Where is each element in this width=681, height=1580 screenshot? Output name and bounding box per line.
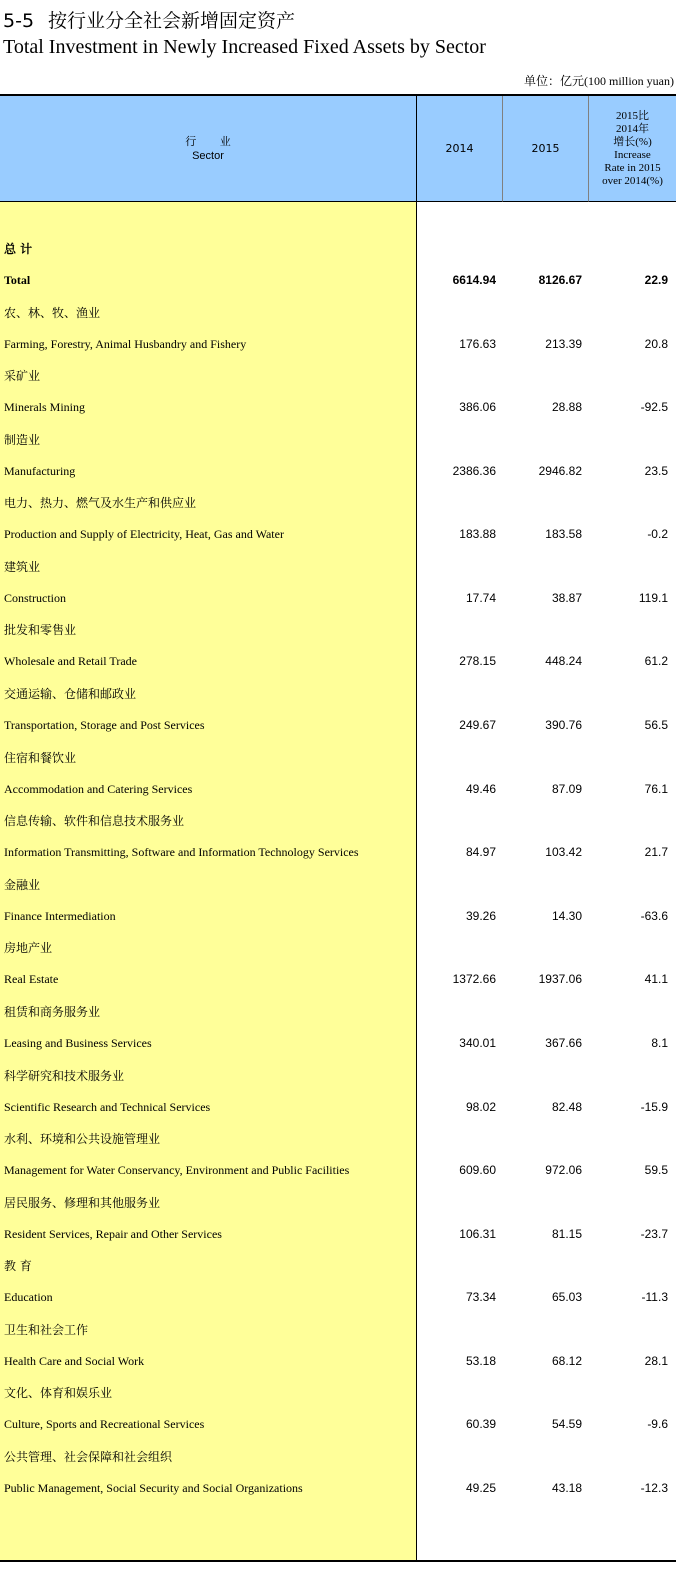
sector-name-cn: 住宿和餐饮业 (4, 751, 77, 765)
value-2015: 2946.82 (538, 464, 582, 478)
header-sector (0, 96, 417, 202)
sector-name-en: Manufacturing (4, 464, 76, 478)
value-2015: 1937.06 (538, 972, 582, 986)
value-2015: 213.39 (545, 337, 582, 351)
value-2015: 972.06 (545, 1163, 582, 1177)
increase-rate: -12.3 (640, 1481, 668, 1495)
increase-rate: 22.9 (644, 273, 668, 287)
sector-name-cn: 租赁和商务服务业 (4, 1005, 101, 1019)
header-rate-line: Increase (614, 148, 651, 161)
increase-rate: 21.7 (644, 845, 668, 859)
table-row-cn (0, 1446, 676, 1466)
sector-name-en: Transportation, Storage and Post Services (4, 718, 205, 732)
value-2014: 106.31 (459, 1227, 496, 1241)
table-row-cn (0, 429, 676, 449)
value-2014: 176.63 (459, 337, 496, 351)
value-2014: 73.34 (465, 1290, 496, 1304)
table-row-cn (0, 1128, 676, 1148)
page-title-en: Total Investment in Newly Increased Fixed Assets by Sector (3, 36, 486, 58)
sector-name-en: Farming, Forestry, Animal Husbandry and Fishery (4, 337, 247, 351)
header-rate-line: Rate in 2015 (604, 161, 661, 174)
table-row (0, 589, 676, 609)
sector-name-cn: 批发和零售业 (4, 623, 77, 637)
header-sector-cn: 行 业 (185, 134, 241, 148)
sector-name-en: Education (4, 1290, 53, 1304)
sector-name-en: Real Estate (4, 972, 59, 986)
value-2015: 183.58 (545, 527, 582, 541)
page-title-cn (3, 6, 295, 33)
sector-name-cn: 建筑业 (4, 560, 41, 574)
table-row (0, 1161, 676, 1181)
title-cn-text: 按行业分全社会新增固定资产 (48, 10, 296, 32)
value-2015: 8126.67 (538, 273, 582, 287)
value-2015: 54.59 (551, 1417, 582, 1431)
increase-rate: 8.1 (651, 1036, 668, 1050)
table-row-cn (0, 1001, 676, 1021)
sector-name-cn: 电力、热力、燃气及水生产和供应业 (4, 496, 197, 510)
table-row-cn (0, 238, 676, 258)
table-row-cn (0, 810, 676, 830)
sector-name-cn: 文化、体育和娱乐业 (4, 1386, 113, 1400)
table-row-cn (0, 1192, 676, 1212)
header-2014-label: 2014 (445, 141, 474, 155)
table-row (0, 780, 676, 800)
table-row (0, 398, 676, 418)
value-2014: 17.74 (465, 591, 496, 605)
table-row (0, 907, 676, 927)
table-row (0, 652, 676, 672)
header-sector-en: Sector (192, 149, 224, 162)
unit-label: 单位：亿元(100 million yuan) (524, 74, 674, 88)
table-number: 5-5 (3, 10, 35, 32)
sector-name-cn: 采矿业 (4, 369, 41, 383)
value-2014: 386.06 (459, 400, 496, 414)
value-2014: 2386.36 (452, 464, 496, 478)
table-row-cn (0, 1382, 676, 1402)
table-row (0, 1034, 676, 1054)
sector-name-en: Scientific Research and Technical Services (4, 1100, 211, 1114)
sector-name-en: Finance Intermediation (4, 909, 116, 923)
table-row-cn (0, 683, 676, 703)
sector-name-en: Wholesale and Retail Trade (4, 654, 137, 668)
header-rate-line: 2014年 (616, 122, 649, 135)
header-2014 (417, 96, 503, 202)
sector-name-cn: 交通运输、仓储和邮政业 (4, 687, 137, 701)
table-row-cn (0, 619, 676, 639)
increase-rate: 59.5 (644, 1163, 668, 1177)
table-row-cn (0, 302, 676, 322)
sector-name-en: Information Transmitting, Software and Information Technology Services (4, 845, 359, 859)
table-row (0, 462, 676, 482)
increase-rate: -23.7 (640, 1227, 668, 1241)
value-2014: 49.25 (465, 1481, 496, 1495)
table-row (0, 1098, 676, 1118)
header-2015 (503, 96, 589, 202)
value-2015: 81.15 (551, 1227, 582, 1241)
sector-name-cn: 科学研究和技术服务业 (4, 1069, 125, 1083)
sector-name-cn: 教 育 (4, 1259, 32, 1273)
increase-rate: -63.6 (640, 909, 668, 923)
value-2014: 183.88 (459, 527, 496, 541)
table-row (0, 716, 676, 736)
sector-name-en: Accommodation and Catering Services (4, 782, 193, 796)
sector-name-en: Management for Water Conservancy, Environment and Public Facilities (4, 1163, 350, 1177)
increase-rate: 61.2 (644, 654, 668, 668)
header-rate (589, 96, 676, 202)
increase-rate: 23.5 (644, 464, 668, 478)
increase-rate: 76.1 (644, 782, 668, 796)
sector-name-en: Culture, Sports and Recreational Services (4, 1417, 205, 1431)
value-2014: 53.18 (465, 1354, 496, 1368)
sector-name-cn: 公共管理、社会保障和社会组织 (4, 1450, 173, 1464)
value-2014: 60.39 (465, 1417, 496, 1431)
table-row-cn (0, 1065, 676, 1085)
table-row (0, 335, 676, 355)
sector-name-en: Construction (4, 591, 66, 605)
table-row-cn (0, 1255, 676, 1275)
value-2015: 65.03 (551, 1290, 582, 1304)
value-2015: 38.87 (551, 591, 582, 605)
table-row (0, 1288, 676, 1308)
sector-name-cn: 房地产业 (4, 941, 53, 955)
value-2015: 390.76 (545, 718, 582, 732)
value-2015: 82.48 (551, 1100, 582, 1114)
value-2015: 367.66 (545, 1036, 582, 1050)
value-2015: 87.09 (551, 782, 582, 796)
header-rate-line: 增长(%) (613, 135, 652, 148)
value-2014: 49.46 (465, 782, 496, 796)
value-2014: 278.15 (459, 654, 496, 668)
sector-name-cn: 居民服务、修理和其他服务业 (4, 1196, 161, 1210)
table-row-cn (0, 365, 676, 385)
value-2014: 249.67 (459, 718, 496, 732)
table-row-cn (0, 1319, 676, 1339)
value-2015: 28.88 (551, 400, 582, 414)
sector-name-cn: 总 计 (4, 242, 33, 256)
sector-name-cn: 信息传输、软件和信息技术服务业 (4, 814, 185, 828)
value-2014: 84.97 (465, 845, 496, 859)
sector-name-cn: 水利、环境和公共设施管理业 (4, 1132, 161, 1146)
sector-name-en: Public Management, Social Security and Social Organizations (4, 1481, 303, 1495)
table-row (0, 1479, 676, 1499)
sector-name-en: Production and Supply of Electricity, Heat, Gas and Water (4, 527, 284, 541)
increase-rate: 20.8 (644, 337, 668, 351)
sector-name-en: Leasing and Business Services (4, 1036, 152, 1050)
table-row (0, 843, 676, 863)
value-2015: 68.12 (551, 1354, 582, 1368)
sector-name-en: Total (4, 273, 31, 287)
value-2015: 448.24 (545, 654, 582, 668)
increase-rate: 28.1 (644, 1354, 668, 1368)
increase-rate: -9.6 (647, 1417, 668, 1431)
increase-rate: -0.2 (647, 527, 668, 541)
table-row (0, 271, 676, 291)
increase-rate: 56.5 (644, 718, 668, 732)
value-2014: 98.02 (465, 1100, 496, 1114)
table-bottom-rule (0, 1560, 676, 1562)
value-2014: 6614.94 (452, 273, 496, 287)
value-2014: 340.01 (459, 1036, 496, 1050)
increase-rate: 41.1 (644, 972, 668, 986)
value-2015: 103.42 (545, 845, 582, 859)
table-row (0, 1225, 676, 1245)
table-row (0, 1352, 676, 1372)
header-2015-label: 2015 (531, 141, 560, 155)
table-row-cn (0, 747, 676, 767)
value-2015: 14.30 (551, 909, 582, 923)
sector-name-en: Minerals Mining (4, 400, 85, 414)
table-row-cn (0, 492, 676, 512)
sector-name-cn: 农、林、牧、渔业 (4, 306, 101, 320)
header-rate-line: over 2014(%) (602, 174, 663, 187)
header-rate-line: 2015比 (616, 109, 649, 122)
sector-name-en: Health Care and Social Work (4, 1354, 145, 1368)
sector-name-cn: 卫生和社会工作 (4, 1323, 89, 1337)
sector-name-cn: 制造业 (4, 433, 41, 447)
value-2014: 1372.66 (452, 972, 496, 986)
increase-rate: 119.1 (638, 591, 668, 605)
table-row-cn (0, 556, 676, 576)
sector-name-en: Resident Services, Repair and Other Services (4, 1227, 222, 1241)
table-row (0, 1415, 676, 1435)
increase-rate: -11.3 (641, 1290, 668, 1304)
value-2015: 43.18 (551, 1481, 582, 1495)
value-2014: 609.60 (459, 1163, 496, 1177)
sector-name-cn: 金融业 (4, 878, 41, 892)
increase-rate: -92.5 (640, 400, 668, 414)
increase-rate: -15.9 (640, 1100, 668, 1114)
value-2014: 39.26 (465, 909, 496, 923)
table-row-cn (0, 937, 676, 957)
table-row (0, 525, 676, 545)
table-row-cn (0, 874, 676, 894)
table-row (0, 970, 676, 990)
